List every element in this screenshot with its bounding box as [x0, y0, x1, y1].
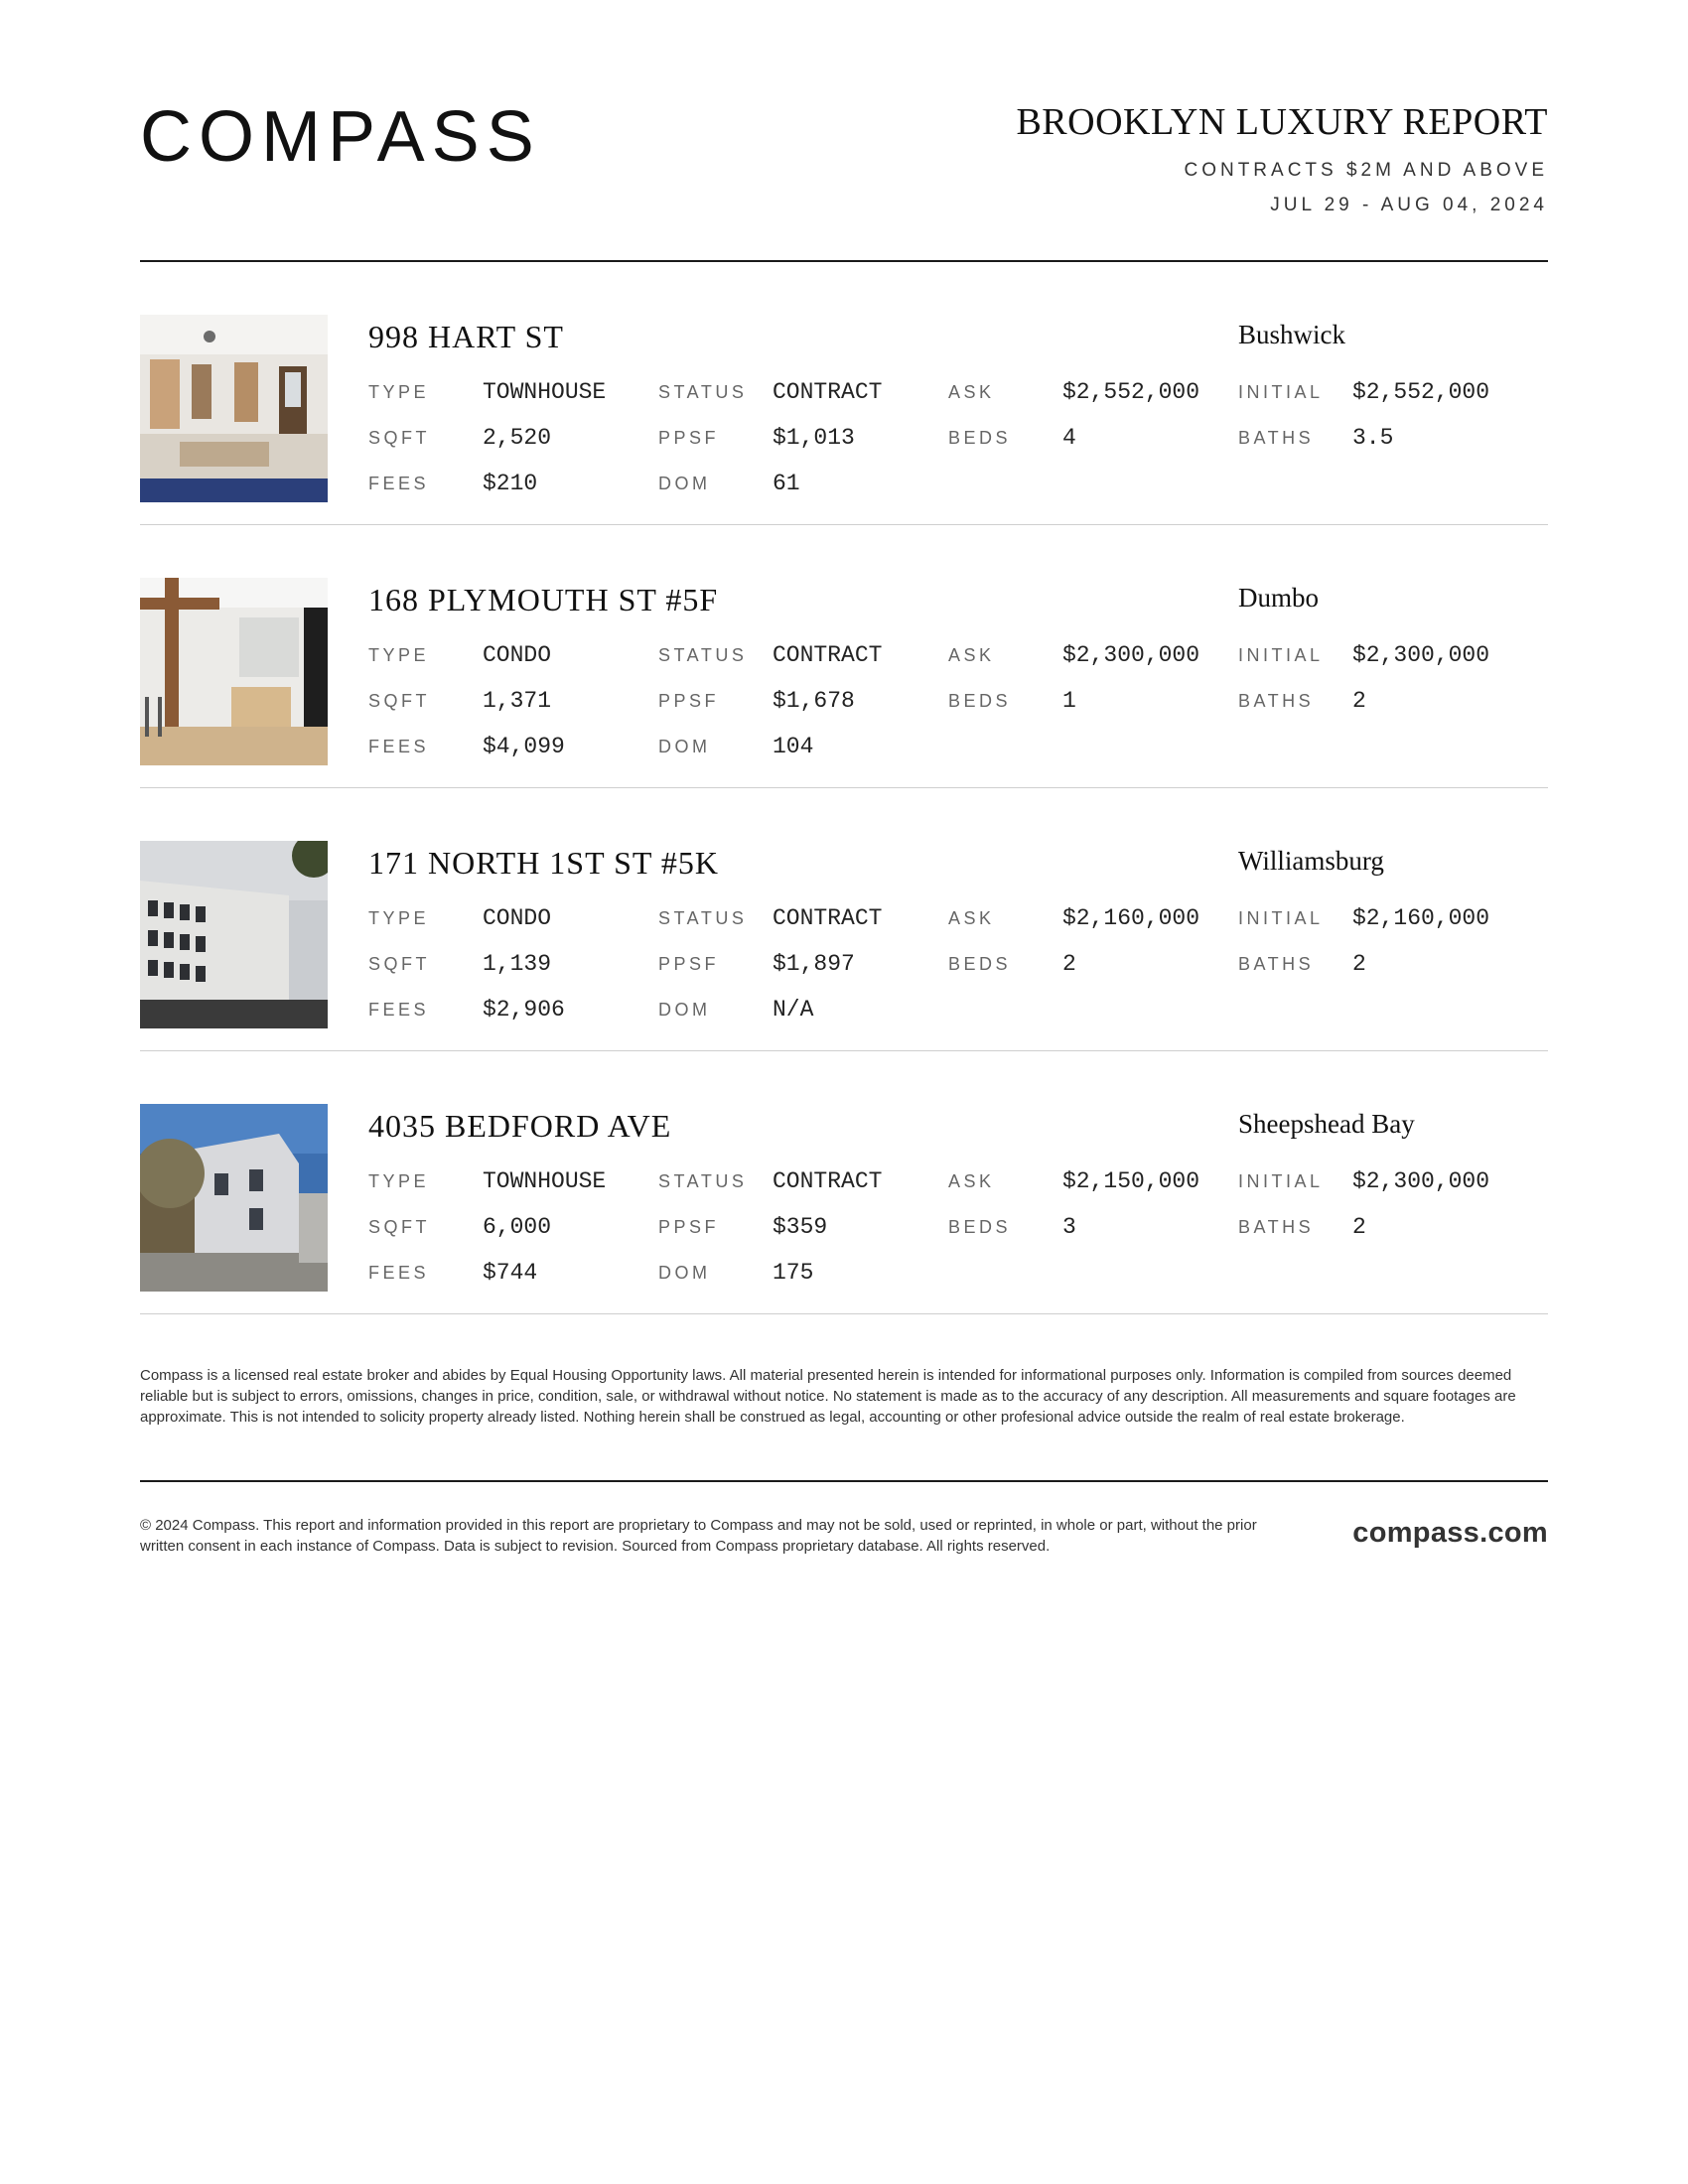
status-value: CONTRACT	[773, 905, 883, 931]
building-exterior-photo	[140, 841, 328, 1028]
website-link[interactable]: compass.com	[1352, 1517, 1548, 1549]
ask-label: ASK	[948, 908, 995, 928]
listing-address: 168 PLYMOUTH ST #5F	[368, 582, 719, 617]
listing-neighborhood: Sheepshead Bay	[1238, 1109, 1415, 1139]
report-header	[140, 0, 1548, 262]
listing-address: 998 HART ST	[368, 319, 564, 354]
ppsf-value: $1,897	[773, 951, 855, 977]
ppsf-value: $1,678	[773, 688, 855, 714]
dom-value: N/A	[773, 997, 814, 1023]
baths-label: BATHS	[1238, 691, 1315, 711]
sqft-label: SQFT	[368, 691, 430, 711]
house-exterior-photo	[140, 1104, 328, 1292]
baths-label: BATHS	[1238, 1217, 1315, 1237]
listing-neighborhood: Bushwick	[1238, 320, 1345, 349]
ask-value: $2,150,000	[1062, 1168, 1200, 1194]
dom-label: DOM	[658, 1000, 711, 1020]
baths-value: 2	[1352, 1214, 1366, 1240]
fees-label: FEES	[368, 474, 430, 493]
status-value: CONTRACT	[773, 642, 883, 668]
initial-label: INITIAL	[1238, 382, 1324, 402]
beds-value: 3	[1062, 1214, 1076, 1240]
listing-row	[140, 525, 1548, 787]
fees-label: FEES	[368, 1000, 430, 1020]
status-value: CONTRACT	[773, 379, 883, 405]
beds-value: 1	[1062, 688, 1076, 714]
legal-disclaimer: Compass is a licensed real estate broker and abides by Equal Housing Opportunity laws. All material presented herein is intended for informational purposes only. Information is compiled from sources deemed reliable but is subject to errors, omissions, changes in price, condition, sale, or withdrawal without notice. No statement is made as to the accuracy of any description. All measurements and square footages are approximate. This is not intended to solicity property already listed. Nothing herein shall be construed as legal, accounting or other profesional advice outside the realm of real estate brokerage.	[140, 1367, 1516, 1426]
beds-label: BEDS	[948, 691, 1012, 711]
status-value: CONTRACT	[773, 1168, 883, 1194]
listing-divider	[140, 1313, 1548, 1314]
ppsf-label: PPSF	[658, 691, 720, 711]
dom-value: 175	[773, 1260, 814, 1286]
dom-value: 61	[773, 471, 800, 496]
sqft-label: SQFT	[368, 428, 430, 448]
fees-label: FEES	[368, 1263, 430, 1283]
sqft-value: 1,139	[483, 951, 552, 977]
ppsf-value: $1,013	[773, 425, 855, 451]
status-label: STATUS	[658, 645, 748, 665]
fees-value: $744	[483, 1260, 538, 1286]
report-heading	[1016, 99, 1548, 217]
type-value: CONDO	[483, 642, 552, 668]
ask-label: ASK	[948, 645, 995, 665]
report-page	[140, 0, 1548, 1555]
fees-value: $2,906	[483, 997, 565, 1023]
copyright-notice: © 2024 Compass. This report and information provided in this report are proprietary to Compass and may not be sold, used or reprinted, in whole or part, without the prior written consent in each instance of Compass. Data is subject to revision. Sourced from Compass proprietary database. All rights reserved.	[140, 1517, 1257, 1555]
listing-neighborhood: Dumbo	[1238, 583, 1319, 613]
ask-value: $2,300,000	[1062, 642, 1200, 668]
ppsf-label: PPSF	[658, 428, 720, 448]
sqft-label: SQFT	[368, 954, 430, 974]
ppsf-value: $359	[773, 1214, 828, 1240]
report-title: BROOKLYN LUXURY REPORT	[1016, 101, 1548, 143]
type-value: CONDO	[483, 905, 552, 931]
initial-value: $2,300,000	[1352, 642, 1490, 668]
ppsf-label: PPSF	[658, 954, 720, 974]
listings	[140, 262, 1548, 1314]
sqft-value: 6,000	[483, 1214, 552, 1240]
beds-value: 4	[1062, 425, 1076, 451]
footer-divider	[140, 1480, 1548, 1482]
dom-label: DOM	[658, 474, 711, 493]
sqft-value: 1,371	[483, 688, 552, 714]
fees-value: $4,099	[483, 734, 565, 759]
beds-label: BEDS	[948, 954, 1012, 974]
listing-row	[140, 1051, 1548, 1313]
compass-logo-text: COMPASS	[140, 97, 541, 175]
dom-label: DOM	[658, 1263, 711, 1283]
baths-value: 3.5	[1352, 425, 1394, 451]
report-subtitle: CONTRACTS $2M AND ABOVE	[1184, 160, 1548, 181]
sqft-label: SQFT	[368, 1217, 430, 1237]
status-label: STATUS	[658, 1171, 748, 1191]
initial-value: $2,300,000	[1352, 1168, 1490, 1194]
status-label: STATUS	[658, 908, 748, 928]
initial-label: INITIAL	[1238, 645, 1324, 665]
interior-kitchen-photo	[140, 578, 328, 765]
type-value: TOWNHOUSE	[483, 379, 607, 405]
listing-row	[140, 788, 1548, 1050]
compass-logo	[140, 95, 567, 175]
initial-value: $2,160,000	[1352, 905, 1490, 931]
type-value: TOWNHOUSE	[483, 1168, 607, 1194]
listing-address: 171 NORTH 1ST ST #5K	[368, 845, 719, 881]
fees-value: $210	[483, 471, 538, 496]
type-label: TYPE	[368, 645, 430, 665]
type-label: TYPE	[368, 382, 430, 402]
dom-label: DOM	[658, 737, 711, 756]
type-label: TYPE	[368, 908, 430, 928]
initial-label: INITIAL	[1238, 908, 1324, 928]
baths-value: 2	[1352, 951, 1366, 977]
ask-label: ASK	[948, 382, 995, 402]
baths-label: BATHS	[1238, 428, 1315, 448]
initial-label: INITIAL	[1238, 1171, 1324, 1191]
ppsf-label: PPSF	[658, 1217, 720, 1237]
sqft-value: 2,520	[483, 425, 552, 451]
baths-label: BATHS	[1238, 954, 1315, 974]
ask-value: $2,552,000	[1062, 379, 1200, 405]
listing-neighborhood: Williamsburg	[1238, 846, 1384, 876]
status-label: STATUS	[658, 382, 748, 402]
baths-value: 2	[1352, 688, 1366, 714]
report-date-range: JUL 29 - AUG 04, 2024	[1270, 195, 1548, 215]
ask-value: $2,160,000	[1062, 905, 1200, 931]
listing-row	[140, 262, 1548, 524]
dom-value: 104	[773, 734, 814, 759]
fees-label: FEES	[368, 737, 430, 756]
beds-label: BEDS	[948, 1217, 1012, 1237]
listing-address: 4035 BEDFORD AVE	[368, 1108, 672, 1144]
interior-living-room-photo	[140, 315, 328, 502]
type-label: TYPE	[368, 1171, 430, 1191]
beds-value: 2	[1062, 951, 1076, 977]
beds-label: BEDS	[948, 428, 1012, 448]
ask-label: ASK	[948, 1171, 995, 1191]
initial-value: $2,552,000	[1352, 379, 1490, 405]
